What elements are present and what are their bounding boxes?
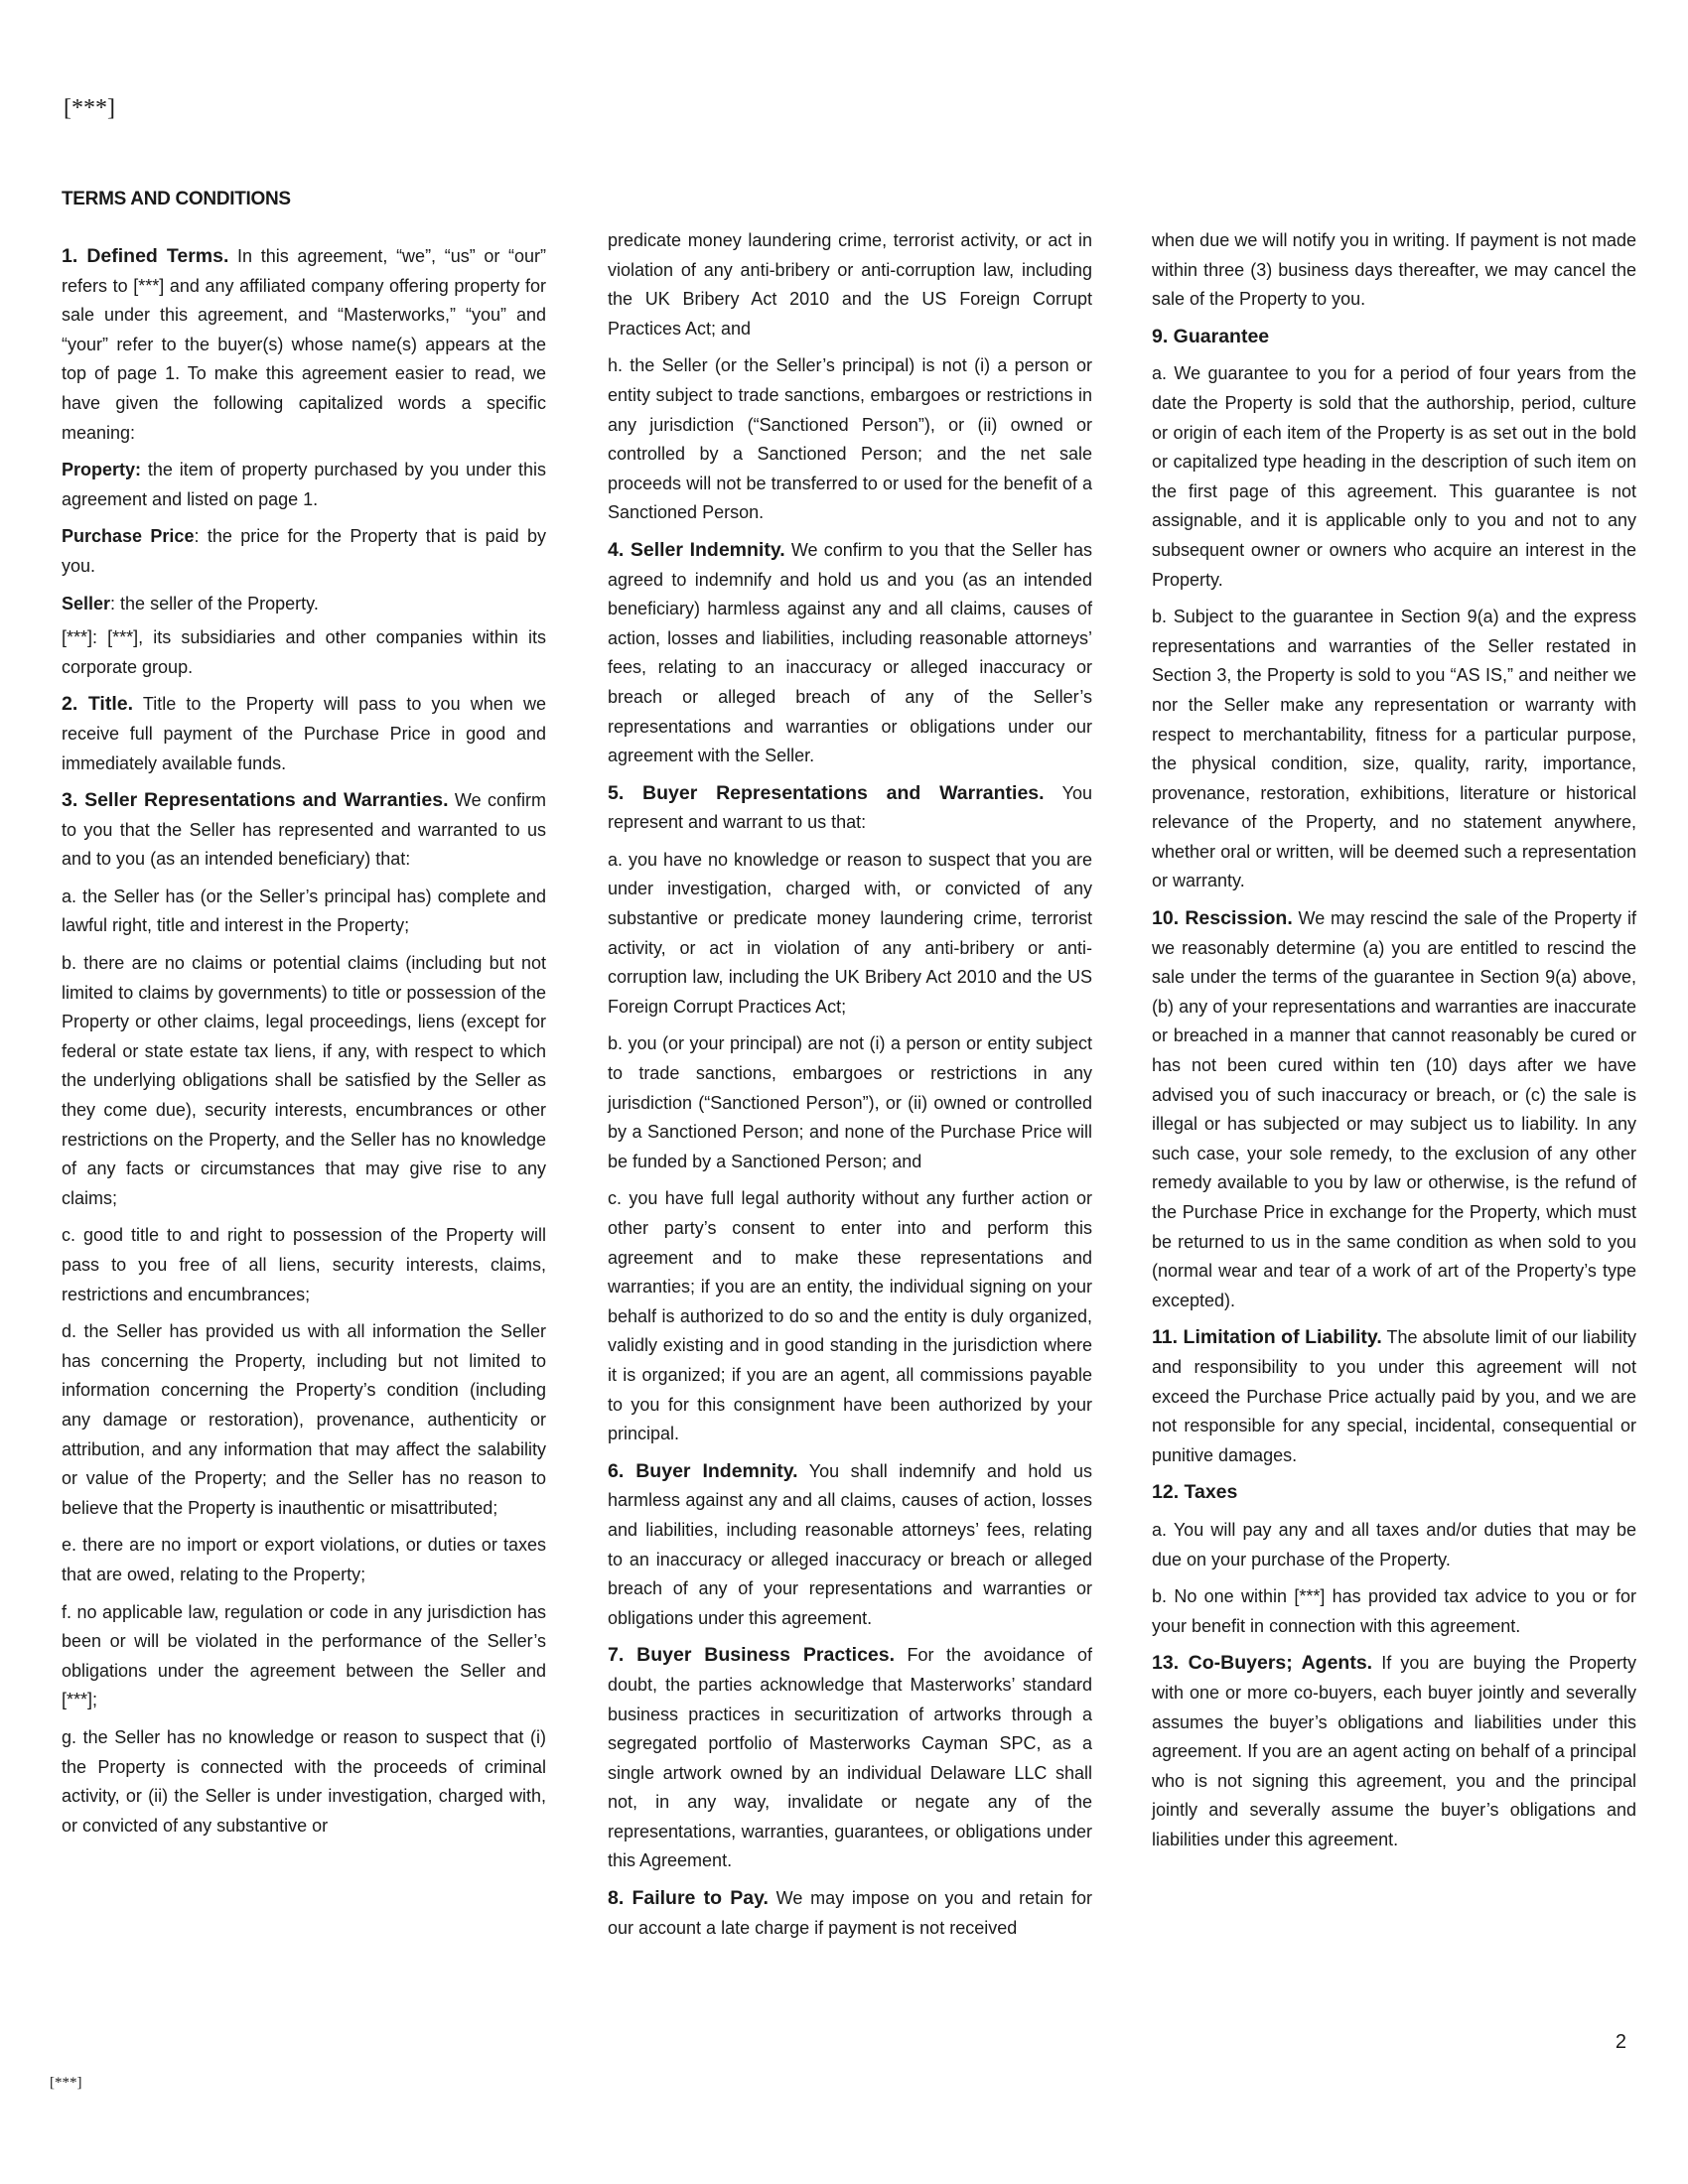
section-3-body: We confirm to you that the Seller has represented and warranted to us and to you (as an intended beneficiary) that:	[62, 790, 547, 870]
section-3-item-c: c. good title to and right to possession of the Property will pass to you free of all liens, security interests, claims, restrictions and encumbrances;	[62, 1225, 546, 1304]
section-9-item-b: b. Subject to the guarantee in Section 9(a) and the express representations and warranties of the Seller restated in Section 3, the Property is sold to you “AS IS,” and neither we nor the Seller make any representation or warranty with respect to merchantability, fitness for a particular purpose, the physical condition, size, quality, rarity, importance, provenance, restoration, exhibitions, literature or historical relevance of the Property, and no statement anywhere, whether oral or written, will be deemed such a representation or warranty.	[1152, 607, 1636, 891]
definition-group: [***]: [***], its subsidiaries and other companies within its corporate group.	[62, 627, 546, 677]
section-4	[608, 536, 1092, 771]
section-3-item-f: f. no applicable law, regulation or code in any jurisdiction has been or will be violated in the performance of the Seller’s obligations under the agreement between the Seller and [***];	[62, 1601, 546, 1710]
definition-purchase-price	[62, 522, 546, 581]
section-12-item-a: a. You will pay any and all taxes and/or duties that may be due on your purchase of the Property.	[1152, 1519, 1636, 1570]
section-1-body: In this agreement, “we”, “us” or “our” refers to [***] and any affiliated company offering property for sale under this agreement, and “Masterworks,” “you” and “your” refer to the buyer(s) whose name(s) appears at the top of page 1. To make this agreement easier to read, we have given the following capitalized words a specific meaning:	[62, 246, 547, 443]
section-10	[1152, 904, 1636, 1315]
section-3-item-g-continued: predicate money laundering crime, terrorist activity, or act in violation of any anti-bribery or anti-corruption law, including the UK Bribery Act 2010 and the US Foreign Corrupt Practices Act; and	[608, 230, 1092, 339]
section-8-heading: 8. Failure to Pay.	[608, 1887, 769, 1910]
section-5-item-c: c. you have full legal authority without any further action or other party’s consent to enter into and perform this agreement and to make these representations and warranties; if you are an entity, the individual signing on your behalf is authorized to do so and the entity is duly organized, validly existing and in good standing in the jurisdiction where it is organized; if you are an agent, all commissions payable to you for this consignment have been authorized by your principal.	[608, 1188, 1092, 1444]
section-7-body: For the avoidance of doubt, the parties acknowledge that Masterworks’ standard business practices in securitization of artworks through a segregated portfolio of Masterworks Cayman SPC, as a single artwork owned by an individual Delaware LLC shall not, in any way, invalidate or negate any of the representations, warranties, guarantees, or obligations under this Agreement.	[608, 1645, 1093, 1871]
definition-property-label: Property:	[62, 460, 142, 480]
section-3-item-g: g. the Seller has no knowledge or reason to suspect that (i) the Property is connected with the proceeds of criminal activity, or (ii) the Seller is under investigation, charged with, or convicted of any substantive or	[62, 1726, 546, 1836]
section-10-body: We may rescind the sale of the Property if we reasonably determine (a) you are entitled to rescind the sale under the terms of the guarantee in Section 9(a) above, (b) any of your representations and warranties are inaccurate or breached in a manner that cannot reasonably be cured or has not been cured within ten (10) days after we have advised you of such inaccuracy or breach, or (c) the sale is illegal or has subjected or may subject us to liability. In any such case, your sole remedy, to the exclusion of any other remedy available to you by law or otherwise, is the refund of the Purchase Price in exchange for the Property, which must be returned to us in the same condition as when sold to you (normal wear and tear of a work of art of the Property’s type excepted).	[1152, 908, 1636, 1310]
footer-redaction-mark: [***]	[50, 2075, 82, 2091]
section-1-heading: 1. Defined Terms.	[62, 245, 229, 267]
section-8-body: We may impose on you and retain for our account a late charge if payment is not received	[608, 1888, 1092, 1938]
section-4-heading: 4. Seller Indemnity.	[608, 538, 785, 561]
section-8-continued: when due we will notify you in writing. If payment is not made within three (3) business days thereafter, we may cancel the sale of the Property to you.	[1152, 230, 1636, 310]
section-10-heading: 10. Rescission.	[1152, 907, 1293, 930]
section-3-item-e: e. there are no import or export violations, or duties or taxes that are owed, relating to the Property;	[62, 1535, 546, 1584]
section-8	[608, 1884, 1092, 1943]
definition-seller-label: Seller	[62, 593, 111, 614]
definition-property-text: the item of property purchased by you under this agreement and listed on page 1.	[62, 460, 546, 509]
section-11	[1152, 1323, 1636, 1470]
section-3-item-b: b. there are no claims or potential claims (including but not limited to claims by governments) to title or possession of the Property or other claims, legal proceedings, liens (except for federal or state estate tax liens, if any, with respect to which the underlying obligations shall be satisfied by the Seller as they come due), security interests, encumbrances or other restrictions on the Property, and the Seller has no knowledge of any facts or circumstances that may give rise to any claims;	[62, 953, 546, 1208]
page-title: TERMS AND CONDITIONS	[62, 189, 291, 209]
section-3-item-a: a. the Seller has (or the Seller’s principal has) complete and lawful right, title and interest in the Property;	[62, 886, 546, 936]
section-13-body: If you are buying the Property with one or more co-buyers, each buyer jointly and severally assumes the buyer’s obligations and liabilities under this agreement. If you are an agent acting on behalf of a principal who is not signing this agreement, you and the principal jointly and severally assume the buyer’s obligations and liabilities under this agreement.	[1152, 1653, 1637, 1849]
section-5-item-a: a. you have no knowledge or reason to suspect that you are under investigation, charged with, or convicted of any substantive or predicate money laundering crime, terrorist activity, or act in violation of any anti-bribery or anti-corruption law, including the UK Bribery Act 2010 and the US Foreign Corrupt Practices Act;	[608, 849, 1092, 1017]
section-2-body: Title to the Property will pass to you when we receive full payment of the Purchase Price in good and immediately available funds.	[62, 694, 546, 773]
section-2	[62, 690, 546, 778]
section-9-item-a: a. We guarantee to you for a period of four years from the date the Property is sold that the authorship, period, culture or origin of each item of the Property is as set out in the bold or capitalized type heading in the description of such item on the first page of this agreement. This guarantee is not assignable, and it is applicable only to you and not to any subsequent owner or owners who acquire an interest in the Property.	[1152, 363, 1636, 590]
page-number: 2	[1615, 2031, 1626, 2053]
section-3	[62, 786, 546, 875]
section-13	[1152, 1649, 1636, 1854]
section-3-heading: 3. Seller Representations and Warranties.	[62, 789, 449, 812]
section-7-heading: 7. Buyer Business Practices.	[608, 1644, 896, 1667]
section-5	[608, 779, 1092, 838]
section-13-heading: 13. Co-Buyers; Agents.	[1152, 1652, 1373, 1675]
definition-seller-text: : the seller of the Property.	[110, 593, 319, 614]
section-7	[608, 1641, 1092, 1876]
section-9-heading: 9. Guarantee	[1152, 325, 1270, 347]
section-5-item-b: b. you (or your principal) are not (i) a person or entity subject to trade sanctions, embargoes or restrictions in any jurisdiction (“Sanctioned Person”), or (ii) owned or controlled by a Sanctioned Person; and none of the Purchase Price will be funded by a Sanctioned Person; and	[608, 1033, 1092, 1171]
section-3-item-h: h. the Seller (or the Seller’s principal) is not (i) a person or entity subject to trade sanctions, embargoes or restrictions in any jurisdiction (“Sanctioned Person”), or (ii) owned or controlled by a Sanctioned Person; and the net sale proceeds will not be transferred to or used for the benefit of a Sanctioned Person.	[608, 355, 1092, 523]
column-3	[1152, 226, 1636, 1862]
header-redaction-mark: [***]	[64, 95, 115, 121]
column-1	[62, 242, 546, 1848]
section-1	[62, 242, 546, 448]
definition-purchase-price-label: Purchase Price	[62, 526, 195, 547]
section-11-body: The absolute limit of our liability and responsibility to you under this agreement will not exceed the Purchase Price actually paid by you, and we are not responsible for any special, incidental, consequential or punitive damages.	[1152, 1327, 1636, 1465]
definition-purchase-price-text: : the price for the Property that is paid by you.	[62, 526, 546, 576]
section-6-heading: 6. Buyer Indemnity.	[608, 1459, 798, 1482]
section-6	[608, 1457, 1092, 1634]
section-12-heading: 12. Taxes	[1152, 1481, 1238, 1504]
section-11-heading: 11. Limitation of Liability.	[1152, 1326, 1382, 1349]
section-3-item-d: d. the Seller has provided us with all information the Seller has concerning the Property, including but not limited to information concerning the Property’s condition (including any damage or restoration), provenance, authenticity or attribution, and any information that may affect the salability or value of the Property; and the Seller has no reason to believe that the Property is inauthentic or misattributed;	[62, 1321, 546, 1518]
section-4-body: We confirm to you that the Seller has agreed to indemnify and hold us and you (as an intended beneficiary) harmless against any and all claims, causes of action, losses and liabilities, including reasonable attorneys’ fees, relating to an inaccuracy or alleged inaccuracy or breach or alleged breach of any of the Seller’s representations and warranties or obligations under our agreement with the Seller.	[608, 539, 1093, 766]
definition-seller	[62, 590, 546, 619]
section-12-item-b: b. No one within [***] has provided tax advice to you or for your benefit in connection with this agreement.	[1152, 1586, 1636, 1636]
definition-property	[62, 456, 546, 514]
section-5-body: You represent and warrant to us that:	[608, 782, 1092, 833]
section-2-heading: 2. Title.	[62, 693, 134, 716]
section-6-body: You shall indemnify and hold us harmless against any and all claims, causes of action, losses and liabilities, including reasonable attorneys’ fees, relating to an inaccuracy or alleged inaccuracy or breach or alleged breach of any of your representations and warranties or obligations under this agreement.	[608, 1460, 1092, 1628]
section-5-heading: 5. Buyer Representations and Warranties.	[608, 781, 1045, 804]
column-2	[608, 226, 1092, 1951]
